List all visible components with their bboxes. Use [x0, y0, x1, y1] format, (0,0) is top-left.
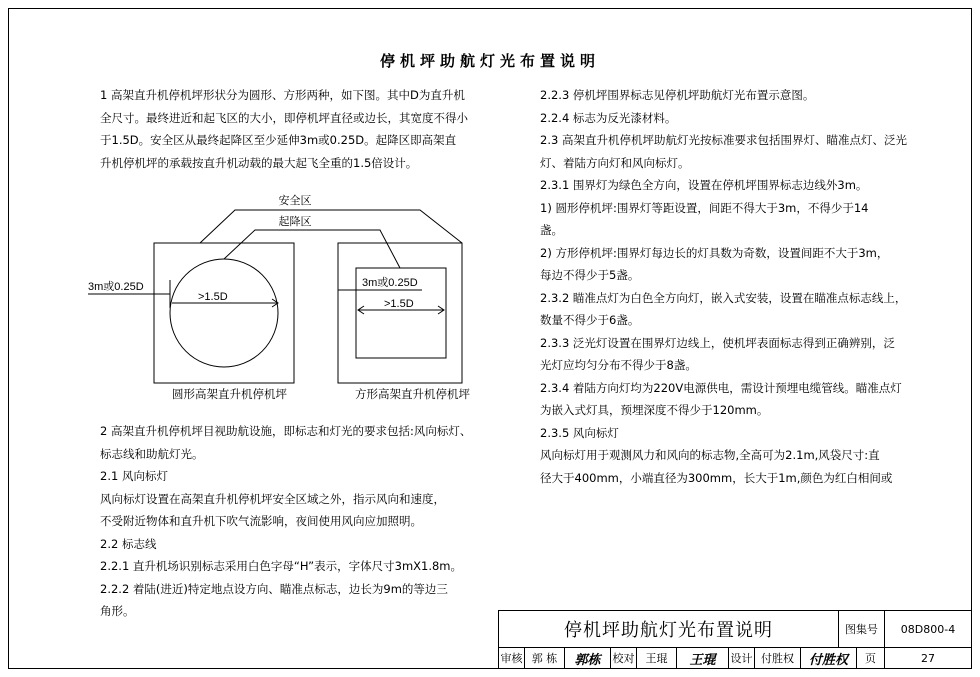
- text-line: 数量不得少于6盏。: [540, 313, 640, 327]
- text-line: 1) 圆形停机坪:围界灯等距设置，间距不得大于3m，不得少于14: [540, 200, 869, 215]
- review-name: 郭 栋: [525, 648, 565, 669]
- page-title: 停机坪助航灯光布置说明: [379, 52, 600, 70]
- check-label: 校对: [611, 648, 637, 669]
- text-line: 2.3.2 瞄准点灯为白色全方向灯，嵌入式安装，设置在瞄准点标志线上，: [540, 290, 907, 305]
- left-block-1: [100, 84, 490, 174]
- title-block: [498, 610, 972, 669]
- label-dim-square-top: 3m或0.25D: [362, 277, 418, 289]
- text-line: 为嵌入式灯具，预埋深度不得少于120mm。: [540, 403, 769, 417]
- text-line: 风向标灯用于观测风力和风向的标志物,全高可为2.1m,风袋尺寸:直: [540, 448, 880, 462]
- right-block: [540, 84, 920, 489]
- page-number: 27: [885, 648, 972, 669]
- text-line: 标志线和助航灯光。: [100, 446, 204, 461]
- square-pad-safety-square: [338, 243, 462, 383]
- label-dim-circle: >1.5D: [198, 291, 228, 303]
- design-signature: 付胜权: [801, 648, 857, 669]
- text-line: 2.3.5 风向标灯: [540, 425, 619, 440]
- text-line: 1 高架直升机停机坪形状分为圆形、方形两种，如下图。其中D为直升机: [100, 88, 465, 102]
- text-line: 升机停机坪的承载按直升机动载的最大起飞全重的1.5倍设计。: [100, 155, 418, 170]
- text-line: 盏。: [540, 223, 563, 237]
- text-line: 2.2.3 停机坪围界标志见停机坪助航灯光布置示意图。: [540, 88, 815, 102]
- text-line: 2 高架直升机停机坪目视助航设施，即标志和灯光的要求包括:风向标灯、: [100, 424, 472, 438]
- caption-circle: 圆形高架直升机停机坪: [172, 387, 287, 401]
- circle-pad-safety-square: [154, 243, 294, 383]
- text-line: 2.3 高架直升机停机坪助航灯光按标准要求包括围界灯、瞄准点灯、泛光: [540, 133, 907, 147]
- check-signature: 王琨: [677, 648, 729, 669]
- text-line: 风向标灯设置在高架直升机停机坪安全区域之外，指示风向和速度，: [100, 491, 445, 506]
- text-line: 2.3.4 着陆方向灯均为220V电源供电，需设计预埋电缆管线。瞄准点灯: [540, 380, 902, 395]
- design-name: 付胜权: [755, 648, 801, 669]
- text-line: 每边不得少于5盏。: [540, 268, 640, 282]
- text-line: 不受附近物体和直升机下吹气流影响，夜间使用风向应加照明。: [100, 514, 422, 528]
- page-label: 页: [857, 648, 885, 669]
- landing-leader-line: [224, 230, 400, 268]
- text-line: 2.2.2 着陆(进近)特定地点设方向、瞄准点标志，边长为9m的等边三: [100, 581, 448, 596]
- review-signature: 郭栋: [565, 648, 611, 669]
- text-line: 2.3.3 泛光灯设置在围界灯边线上，使机坪表面标志得到正确辨别，泛: [540, 335, 895, 350]
- text-line: 全尺寸。最终进近和起飞区的大小，即停机坪直径或边长，其宽度不得小: [100, 110, 468, 125]
- design-label: 设计: [729, 648, 755, 669]
- text-line: 2.3.1 围界灯为绿色全方向，设置在停机坪围界标志边线外3m。: [540, 178, 868, 192]
- text-line: 2.2.4 标志为反光漆材料。: [540, 110, 677, 125]
- text-line: 2.2 标志线: [100, 536, 157, 551]
- text-line: 光灯应均匀分布不得少于8盏。: [540, 358, 697, 372]
- caption-square: 方形高架直升机停机坪: [355, 387, 470, 401]
- review-label: 审核: [499, 648, 525, 669]
- label-landing: 起降区: [278, 216, 312, 228]
- helipad-figure: [80, 188, 500, 408]
- drawing-title: 停机坪助航灯光布置说明: [499, 611, 839, 648]
- label-dim-left: 3m或0.25D: [88, 281, 144, 293]
- text-line: 2.1 风向标灯: [100, 469, 168, 483]
- circle-pad-landing-circle: [170, 259, 278, 367]
- label-dim-square: >1.5D: [384, 298, 414, 310]
- text-line: 2) 方形停机坪:围界灯每边长的灯具数为奇数，设置间距不大于3m，: [540, 245, 889, 260]
- check-name: 王琨: [637, 648, 677, 669]
- safety-leader-line: [200, 210, 462, 243]
- label-safety: 安全区: [278, 195, 312, 207]
- left-block-2: [100, 420, 490, 623]
- text-line: 2.2.1 直升机场识别标志采用白色字母“H”表示，字体尺寸3mX1.8m。: [100, 559, 463, 573]
- text-line: 角形。: [100, 604, 135, 618]
- atlas-label: 图集号: [839, 611, 885, 648]
- text-line: 灯、着陆方向灯和风向标灯。: [540, 155, 690, 170]
- text-line: 于1.5D。安全区从最终起降区至少延伸3m或0.25D。起降区即高架直: [100, 133, 457, 147]
- helipad-diagram: [80, 188, 500, 408]
- text-line: 径大于400mm，小端直径为300mm，长大于1m,颜色为红白相间或: [540, 470, 893, 485]
- atlas-number: 08D800-4: [885, 611, 972, 648]
